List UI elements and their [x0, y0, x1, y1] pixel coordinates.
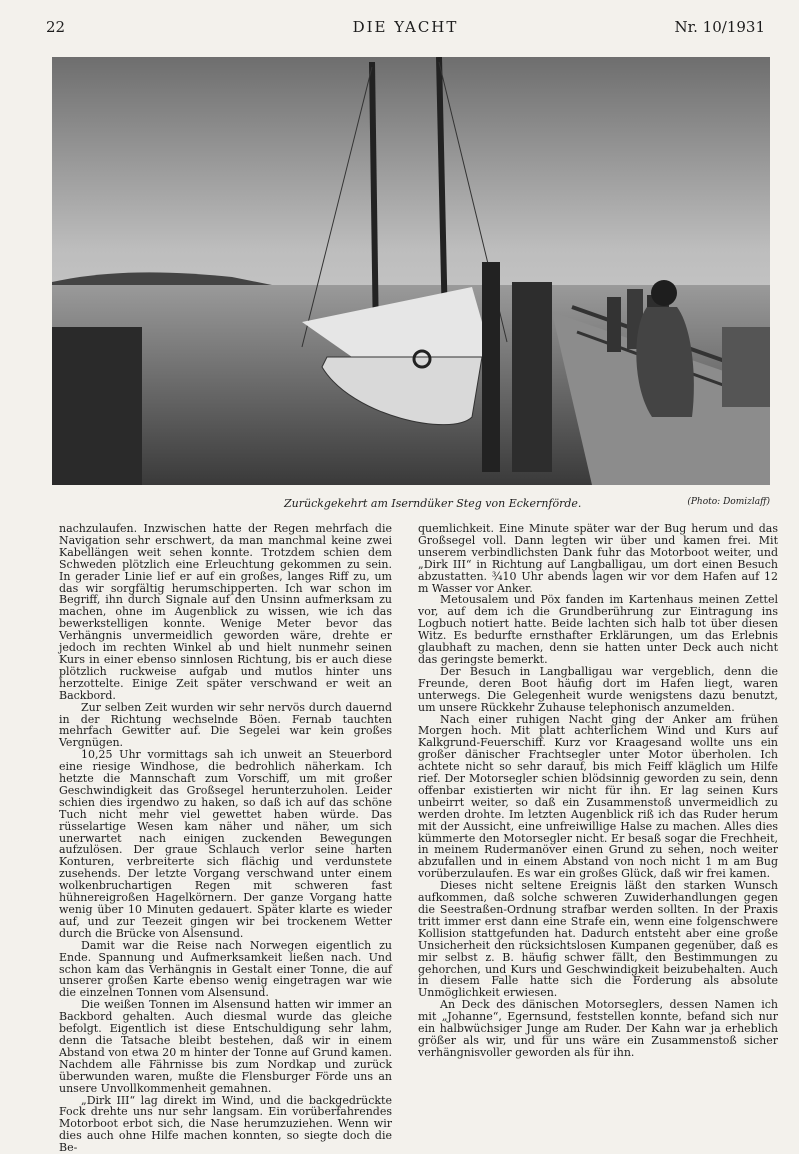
issue-number: Nr. 10/1931 [675, 18, 766, 36]
left-column [59, 523, 392, 1154]
paragraph: Dieses nicht seltene Ereignis läßt den starken Wunsch aufkommen, daß solche schweren Zuwiderhandlungen gegen die Seestraßen-Ordnung strafbar werden sollten. In der Praxis tritt immer erst dann eine Strafe ein, wenn eine folgenschwere Kollision stattgefunden hat. Dadurch entsteht aber eine große Unsicherheit den rücksichtslosen Kumpanen gegenüber, daß es mir selbst z. B. häufig schwer fällt, den Bestimmungen zu gehorchen, und Kurs und Geschwindigkeit beizubehalten. Auch in diesem Falle hatte sich die Forderung als absolute Unmöglichkeit erwiesen. [418, 880, 778, 999]
paragraph: An Deck des dänischen Motorseglers, dessen Namen ich mit „Johanne“, Egernsund, feststellen konnte, befand sich nur ein halbwüchsiger Junge am Ruder. Der Kahn war ja erheblich größer als wir, und für uns wäre ein Zusammenstoß sicher verhängnisvoller geworden als für ihn. [418, 999, 778, 1059]
page-header [46, 18, 765, 40]
right-column [418, 523, 778, 1059]
magazine-title: DIE YACHT [46, 18, 765, 36]
paragraph: nachzulaufen. Inzwischen hatte der Regen mehrfach die Navigation sehr erschwert, da man manchmal keine zwei Kabellängen weit sehen konnte. Trotzdem schien dem Schweden plötzlich eine Erleuchtung gekommen zu sein. In gerader Linie lief er auf ein großes, langes Riff zu, um das wir sorgfältig herumschipperten. Ich war schon im Begriff, ihn durch Signale auf den Unsinn aufmerksam zu machen, ohne im Augenblick zu wissen, wie ich das bewerkstelligen konnte. Wenige Meter bevor das Verhängnis unvermeidlich geworden wäre, drehte er jedoch im rechten Winkel ab und hielt nunmehr seinen Kurs in einer ebenso sinnlosen Richtung, bis er auch diese plötzlich ruckweise aufgab und mutlos hinter uns herzottelte. Einige Zeit später verschwand er weit an Backbord. [59, 523, 392, 702]
foreground-post [52, 327, 142, 485]
harbor-photo [52, 57, 770, 485]
paragraph: Zur selben Zeit wurden wir sehr nervös durch dauernd in der Richtung wechselnde Böen. Fernab tauchten mehrfach Gewitter auf. Die Segelei war kein großes Vergnügen. [59, 702, 392, 750]
caption-text: Zurückgekehrt am Iserndüker Steg von Eckernförde. [284, 497, 581, 510]
paragraph: Metousalem und Pöx fanden im Kartenhaus meinen Zettel vor, auf dem ich die Grundberührung zur Eintragung ins Logbuch notiert hatte. Beide lachten sich halb tot über diesen Witz. Es bedurfte ernsthafter Erklärungen, um das Erlebnis glaubhaft zu machen, denn sie hatten unter Deck auch nicht das geringste bemerkt. [418, 594, 778, 665]
paragraph: Nach einer ruhigen Nacht ging der Anker am frühen Morgen hoch. Mit platt achterlichem Wind und Kurs auf Kalkgrund-Feuerschiff. Kurz vor Kraagesand wollte uns ein großer dänischer Frachtsegler unter Motor überholen. Ich achtete nicht so sehr darauf, bis mich Feiff kläglich um Hilfe rief. Der Motorsegler schien blödsinnig geworden zu sein, denn offenbar existierten wir nicht für ihn. Er lag seinen Kurs unbeirrt weiter, so daß ein Zusammenstoß unvermeidlich zu werden drohte. Im letzten Augenblick riß ich das Ruder herum mit der Aussicht, eine unfreiwillige Halse zu machen. Alles dies kümmerte den Motorsegler nicht. Er besaß sogar die Frechheit, in meinem Rudermanöver einen Grund zu sehen, noch weiter abzufallen und in einem Abstand von noch nicht 1 m am Bug vorüberzulaufen. Es war ein großes Glück, daß wir frei kamen. [418, 714, 778, 881]
photo-caption [52, 497, 770, 513]
paragraph: Damit war die Reise nach Norwegen eigentlich zu Ende. Spannung und Aufmerksamkeit ließen nach. Und schon kam das Verhängnis in Gestalt einer Tonne, die auf unserer großen Karte ebenso wenig eingetragen war wie die einzelnen Tonnen vom Alsensund. [59, 940, 392, 1000]
paragraph: „Dirk III“ lag direkt im Wind, und die backgedrückte Fock drehte uns nur sehr langsam. Ein vorüberfahrendes Motorboot erbot sich, die Nase herumzuziehen. Wenn wir dies auch ohne Hilfe machen konnten, so siegte doch die Be- [59, 1095, 392, 1154]
photo-credit: (Photo: Domizlaff) [687, 497, 770, 507]
paragraph: Die weißen Tonnen im Alsensund hatten wir immer an Backbord gehalten. Auch diesmal wurde das gleiche befolgt. Eigentlich ist diese Entschuldigung sehr lahm, denn die Tatsache bleibt bestehen, daß wir in einem Abstand von etwa 20 m hinter der Tonne auf Grund kamen. Nachdem alle Fährnisse bis zum Nordkap und zurück überwunden waren, mußte die Flensburger Förde uns an unsere Unvollkommenheit gemahnen. [59, 999, 392, 1094]
page-number: 22 [46, 18, 65, 36]
paragraph: 10,25 Uhr vormittags sah ich unweit an Steuerbord eine riesige Windhose, die bedrohlich näherkam. Ich hetzte die Mannschaft zum Vorschiff, um mit großer Geschwindigkeit das Großsegel herunterzuholen. Leider schien dies irgendwo zu haken, so daß ich auf das schöne Tuch nicht mehr viel gewettet haben würde. Das rüsselartige Wesen kam näher und näher, um sich unerwartet nach einigen zuckenden Bewegungen aufzulösen. Der graue Schlauch verlor seine harten Konturen, verbreiterte sich flächig und verdunstete zusehends. Der letzte Vorgang verschwand unter einem wolkenbruchartigen Regen mit schweren fast hühnereigroßen Hagelkörnern. Der ganze Vorgang hatte wenig über 10 Minuten gedauert. Später klarte es wieder auf, und zur Teezeit gingen wir bei trockenem Wetter durch die Brücke von Alsensund. [59, 749, 392, 940]
paragraph: quemlichkeit. Eine Minute später war der Bug herum und das Großsegel voll. Dann legten wir über und kamen frei. Mit unserem verbindlichsten Dank fuhr das Motorboot weiter, und „Dirk III“ in Richtung auf Langballigau, um dort einen Besuch abzustatten. ¾10 Uhr abends lagen wir vor dem Hafen auf 12 m Wasser vor Anker. [418, 523, 778, 594]
paragraph: Der Besuch in Langballigau war vergeblich, denn die Freunde, deren Boot häufig dort im Hafen liegt, waren unterwegs. Die Gelegenheit wurde wenigstens dazu benutzt, um unsere Rückkehr Zuhause telephonisch anzumelden. [418, 666, 778, 714]
